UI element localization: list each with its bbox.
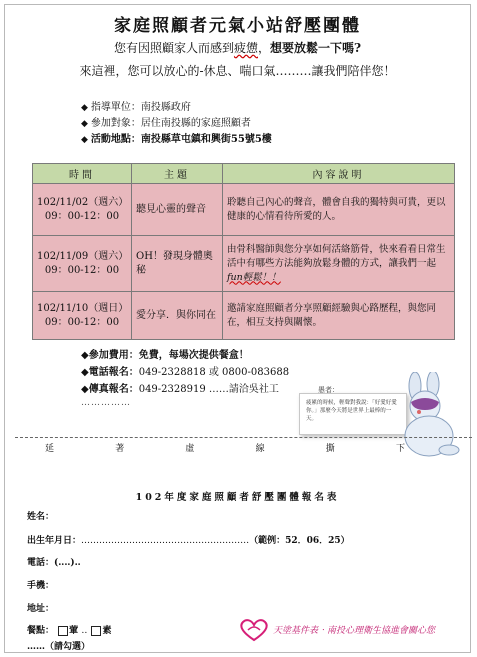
diamond-bullet-icon: ◆ [81, 384, 89, 395]
session-desc: 邀請家庭照顧者分享照顧經驗與心路歷程，與您同在，相互支持與關懷。 [223, 292, 455, 340]
tear-label: 下 [395, 444, 405, 454]
info-location [81, 130, 272, 145]
diamond-bullet-icon: ◆ [81, 135, 88, 145]
subtitle-question: 想要放鬆一下嗎? [270, 41, 362, 55]
fee-value: 免費，每場次提供餐盒！ [138, 350, 249, 361]
table-row [33, 184, 455, 236]
form-mobile-field[interactable]: 手機： [27, 581, 55, 591]
meal-veg-checkbox[interactable] [91, 626, 101, 636]
meal-label: 餐點： [27, 626, 55, 636]
form-check-note: ……（請勾選） [27, 642, 91, 652]
session-date: 102/11/02（週六） [37, 196, 129, 208]
info-value: 南投縣政府 [140, 102, 191, 113]
session-datetime [33, 292, 132, 340]
form-birth-field[interactable] [27, 533, 350, 546]
tear-off-line [15, 437, 472, 438]
info-label: 參加對象： [90, 118, 141, 129]
contact-fax [81, 380, 279, 395]
tear-label: 線 [255, 444, 265, 454]
info-target [81, 114, 251, 129]
subtitle-highlight: 疲憊 [233, 41, 258, 55]
table-row [33, 292, 455, 340]
tear-label: 著 [115, 444, 125, 454]
subtitle-part-a: 您有因照顧家人而感到 [113, 41, 234, 55]
session-datetime [33, 184, 132, 236]
birth-dots: ‥‥‥‥‥‥‥‥‥‥‥‥‥‥‥‥‥‥‥‥‥‥‥‥‥‥‥‥ [81, 536, 250, 546]
quote-text: 疲累的時候，輕聲對我說：「好愛好愛你。」那麼今天將是世界上最棒的一天。 [306, 400, 397, 422]
session-time: 09：00-12：00 [44, 264, 120, 276]
birth-hint: （範例：52．06．25） [249, 536, 350, 546]
flyer-title: 家庭照顧者元氣小站舒壓團體 [114, 16, 361, 36]
session-desc-text: 由骨科醫師與您分享如何活絡筋骨，快來看看日常生活中有哪些方法能夠放鬆身體的方式，讓我們一起 [227, 243, 446, 269]
fee-line [81, 346, 249, 361]
header-topic: 主題 [132, 164, 223, 184]
contact-value: 049-2328919 ……請洽吳社工 [138, 384, 279, 395]
footer-text: 天塗基件表‧南投心理衛生協進會關心您 [273, 626, 436, 636]
schedule-table [32, 163, 455, 340]
session-topic: 聽見心靈的聲音 [132, 184, 223, 236]
quote-author: 愚者： [318, 386, 339, 394]
footer-slogan [239, 623, 435, 636]
meal-option-meat: 葷 [69, 626, 79, 636]
flyer-page [4, 4, 471, 653]
session-date: 102/11/09（週六） [37, 250, 129, 262]
meal-meat-checkbox[interactable] [58, 626, 68, 636]
info-label: 活動地點： [90, 134, 141, 145]
diamond-bullet-icon: ◆ [81, 350, 89, 361]
session-desc [223, 236, 455, 292]
meal-dots: ‥ [81, 626, 88, 636]
meal-option-veg: 素 [102, 626, 112, 636]
tear-off-labels [45, 441, 405, 454]
header-desc: 內容說明 [223, 164, 455, 184]
info-value: 居住南投縣的家庭照顧者 [140, 118, 251, 129]
session-time: 09：00-12：00 [44, 316, 120, 328]
diamond-bullet-icon: ◆ [81, 119, 88, 129]
invitation-line: 來這裡，您可以放心的-休息、喘口氣………讓我們陪伴您！ [79, 64, 396, 78]
session-time: 09：00-12：00 [44, 210, 120, 222]
form-name-field[interactable]: 姓名： [27, 512, 55, 522]
session-datetime [33, 236, 132, 292]
contact-phone [81, 363, 289, 378]
fee-label: 參加費用： [88, 350, 139, 361]
info-value: 南投縣草屯鎮和興街55號5樓 [140, 134, 272, 145]
dotted-filler: …………… [81, 398, 131, 408]
schedule-header-row [33, 164, 455, 184]
header-time: 時間 [33, 164, 132, 184]
session-desc-fun: fun輕鬆！！ [227, 271, 281, 283]
session-date: 102/11/10（週日） [37, 302, 129, 314]
session-topic: 愛分享．與你同在 [132, 292, 223, 340]
diamond-bullet-icon: ◆ [81, 103, 88, 113]
contact-value: 049-2328818 或 0800-083688 [138, 367, 290, 378]
contact-label: 傳真報名： [88, 384, 139, 395]
info-label: 指導單位： [90, 102, 141, 113]
subtitle-part-c: ， [257, 41, 270, 55]
flyer-subtitle [5, 39, 470, 56]
birth-label: 出生年月日： [27, 536, 82, 546]
session-desc: 聆聽自己內心的聲音，體會自我的獨特與可貴，更以健康的心情看待所愛的人。 [223, 184, 455, 236]
info-organizer [81, 98, 191, 113]
tear-label: 撕 [325, 444, 335, 454]
tear-label: 虛 [185, 444, 195, 454]
contact-label: 電話報名： [88, 367, 139, 378]
form-meal-field [27, 623, 111, 636]
form-title: 102年度家庭照顧者舒壓團體報名表 [135, 492, 340, 503]
form-phone-field[interactable]: 電話：(‥‥)‥ [27, 558, 81, 568]
table-row [33, 236, 455, 292]
session-topic: OH！發現身體奧秘 [132, 236, 223, 292]
form-address-field[interactable]: 地址： [27, 604, 55, 614]
diamond-bullet-icon: ◆ [81, 367, 89, 378]
tear-label: 延 [45, 444, 55, 454]
